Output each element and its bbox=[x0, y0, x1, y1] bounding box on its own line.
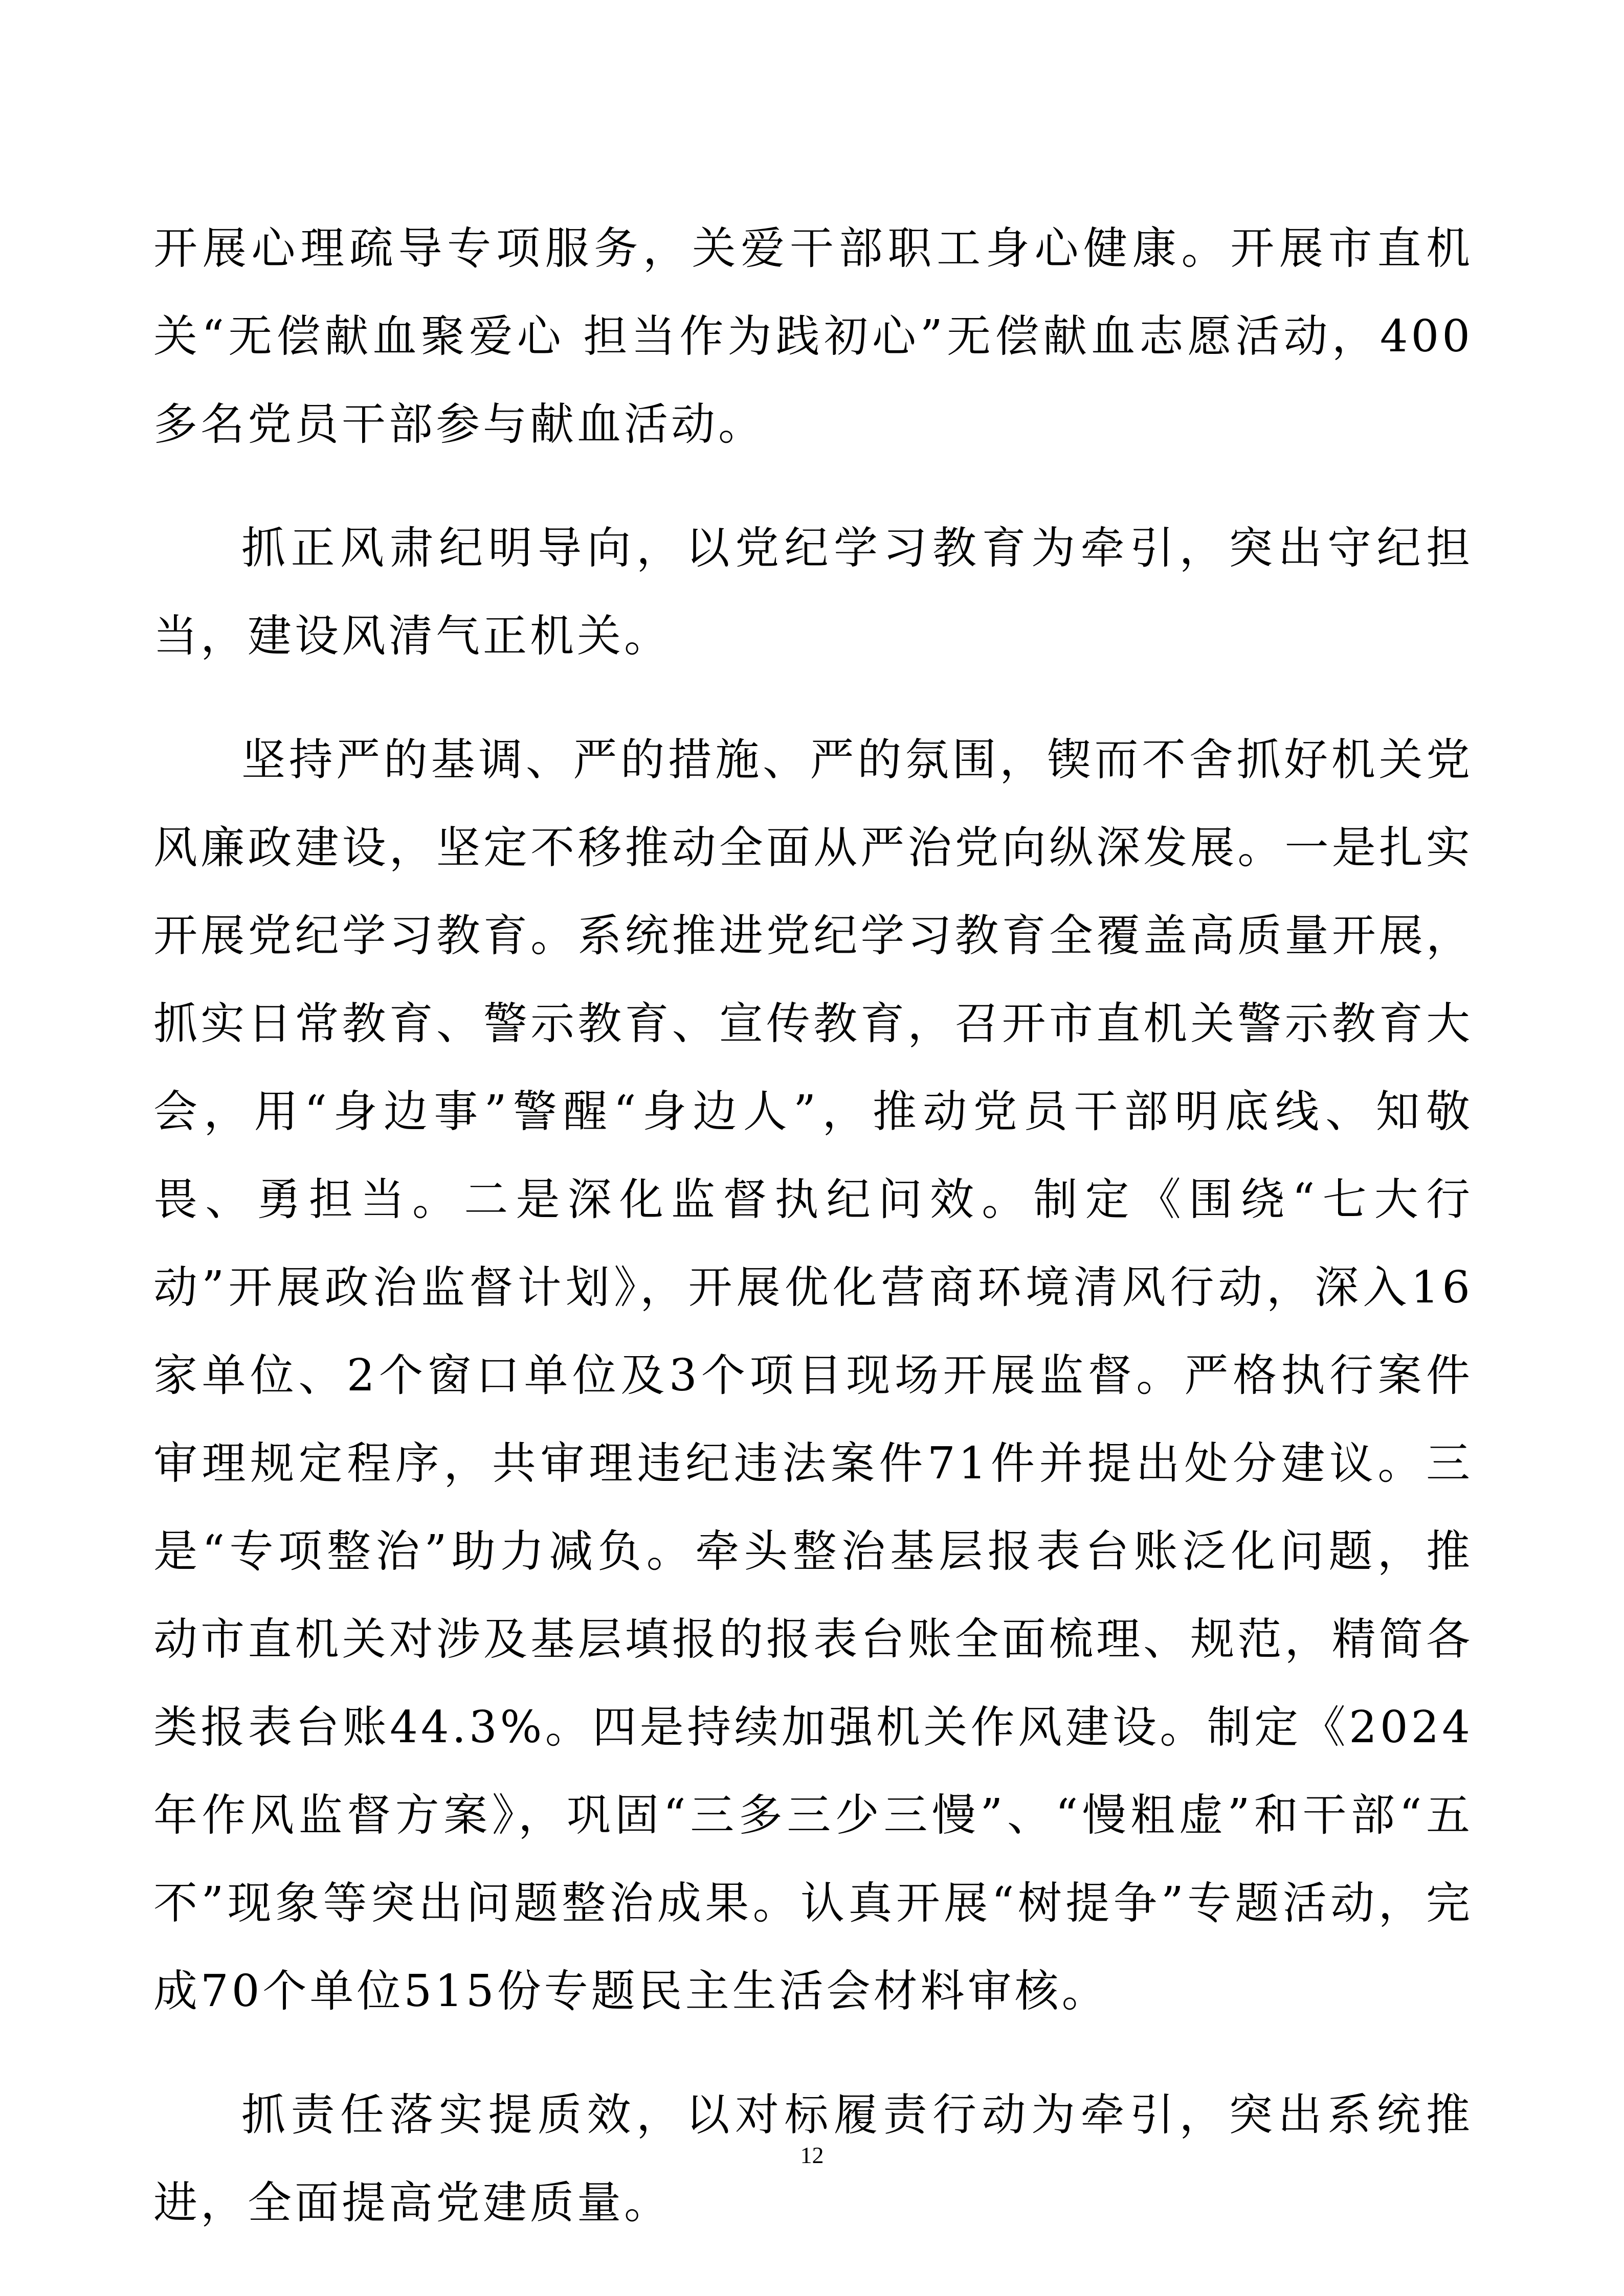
paragraph-continuation: 开展心理疏导专项服务，关爱干部职工身心健康。开展市直机关“无偿献血聚爱心 担当作为践初心”无偿献血志愿活动，400多名党员干部参与献血活动。 bbox=[153, 223, 1473, 450]
paragraph-discipline-details: 坚持严的基调、严的措施、严的氛围，锲而不舍抓好机关党风廉政建设，坚定不移推动全面从严治党向纵深发展。一是扎实开展党纪学习教育。系统推进党纪学习教育全覆盖高质量开展，抓实日常教育、警示教育、宣传教育，召开市直机关警示教育大会，用“身边事”警醒“身边人”，推动党员干部明底线、知敬畏、勇担当。二是深化监督执纪问效。制定《围绕“七大行动”开展政治监督计划》，开展优化营商环境清风行动，深入16家单位、2个窗口单位及3个项目现场开展监督。严格执行案件审理规定程序，共审理违纪违法案件71件并提出处分建议。三是“专项整治”助力减负。牵头整治基层报表台账泛化问题，推动市直机关对涉及基层填报的报表台账全面梳理、规范，精简各类报表台账44.3%。四是持续加强机关作风建设。制定《2024年作风监督方案》，巩固“三多三少三慢”、“慢粗虚”和干部“五不”现象等突出问题整治成果。认真开展“树提争”专题活动，完成70个单位515份专题民主生活会材料审核。 bbox=[153, 734, 1473, 2017]
paragraph-heading-discipline: 抓正风肃纪明导向，以党纪学习教育为牵引，突出守纪担当，建设风清气正机关。 bbox=[153, 523, 1473, 662]
page-number: 12 bbox=[800, 2142, 824, 2168]
paragraph-heading-responsibility: 抓责任落实提质效，以对标履责行动为牵引，突出系统推进，全面提高党建质量。 bbox=[153, 2089, 1473, 2229]
body-text bbox=[153, 205, 1473, 2283]
